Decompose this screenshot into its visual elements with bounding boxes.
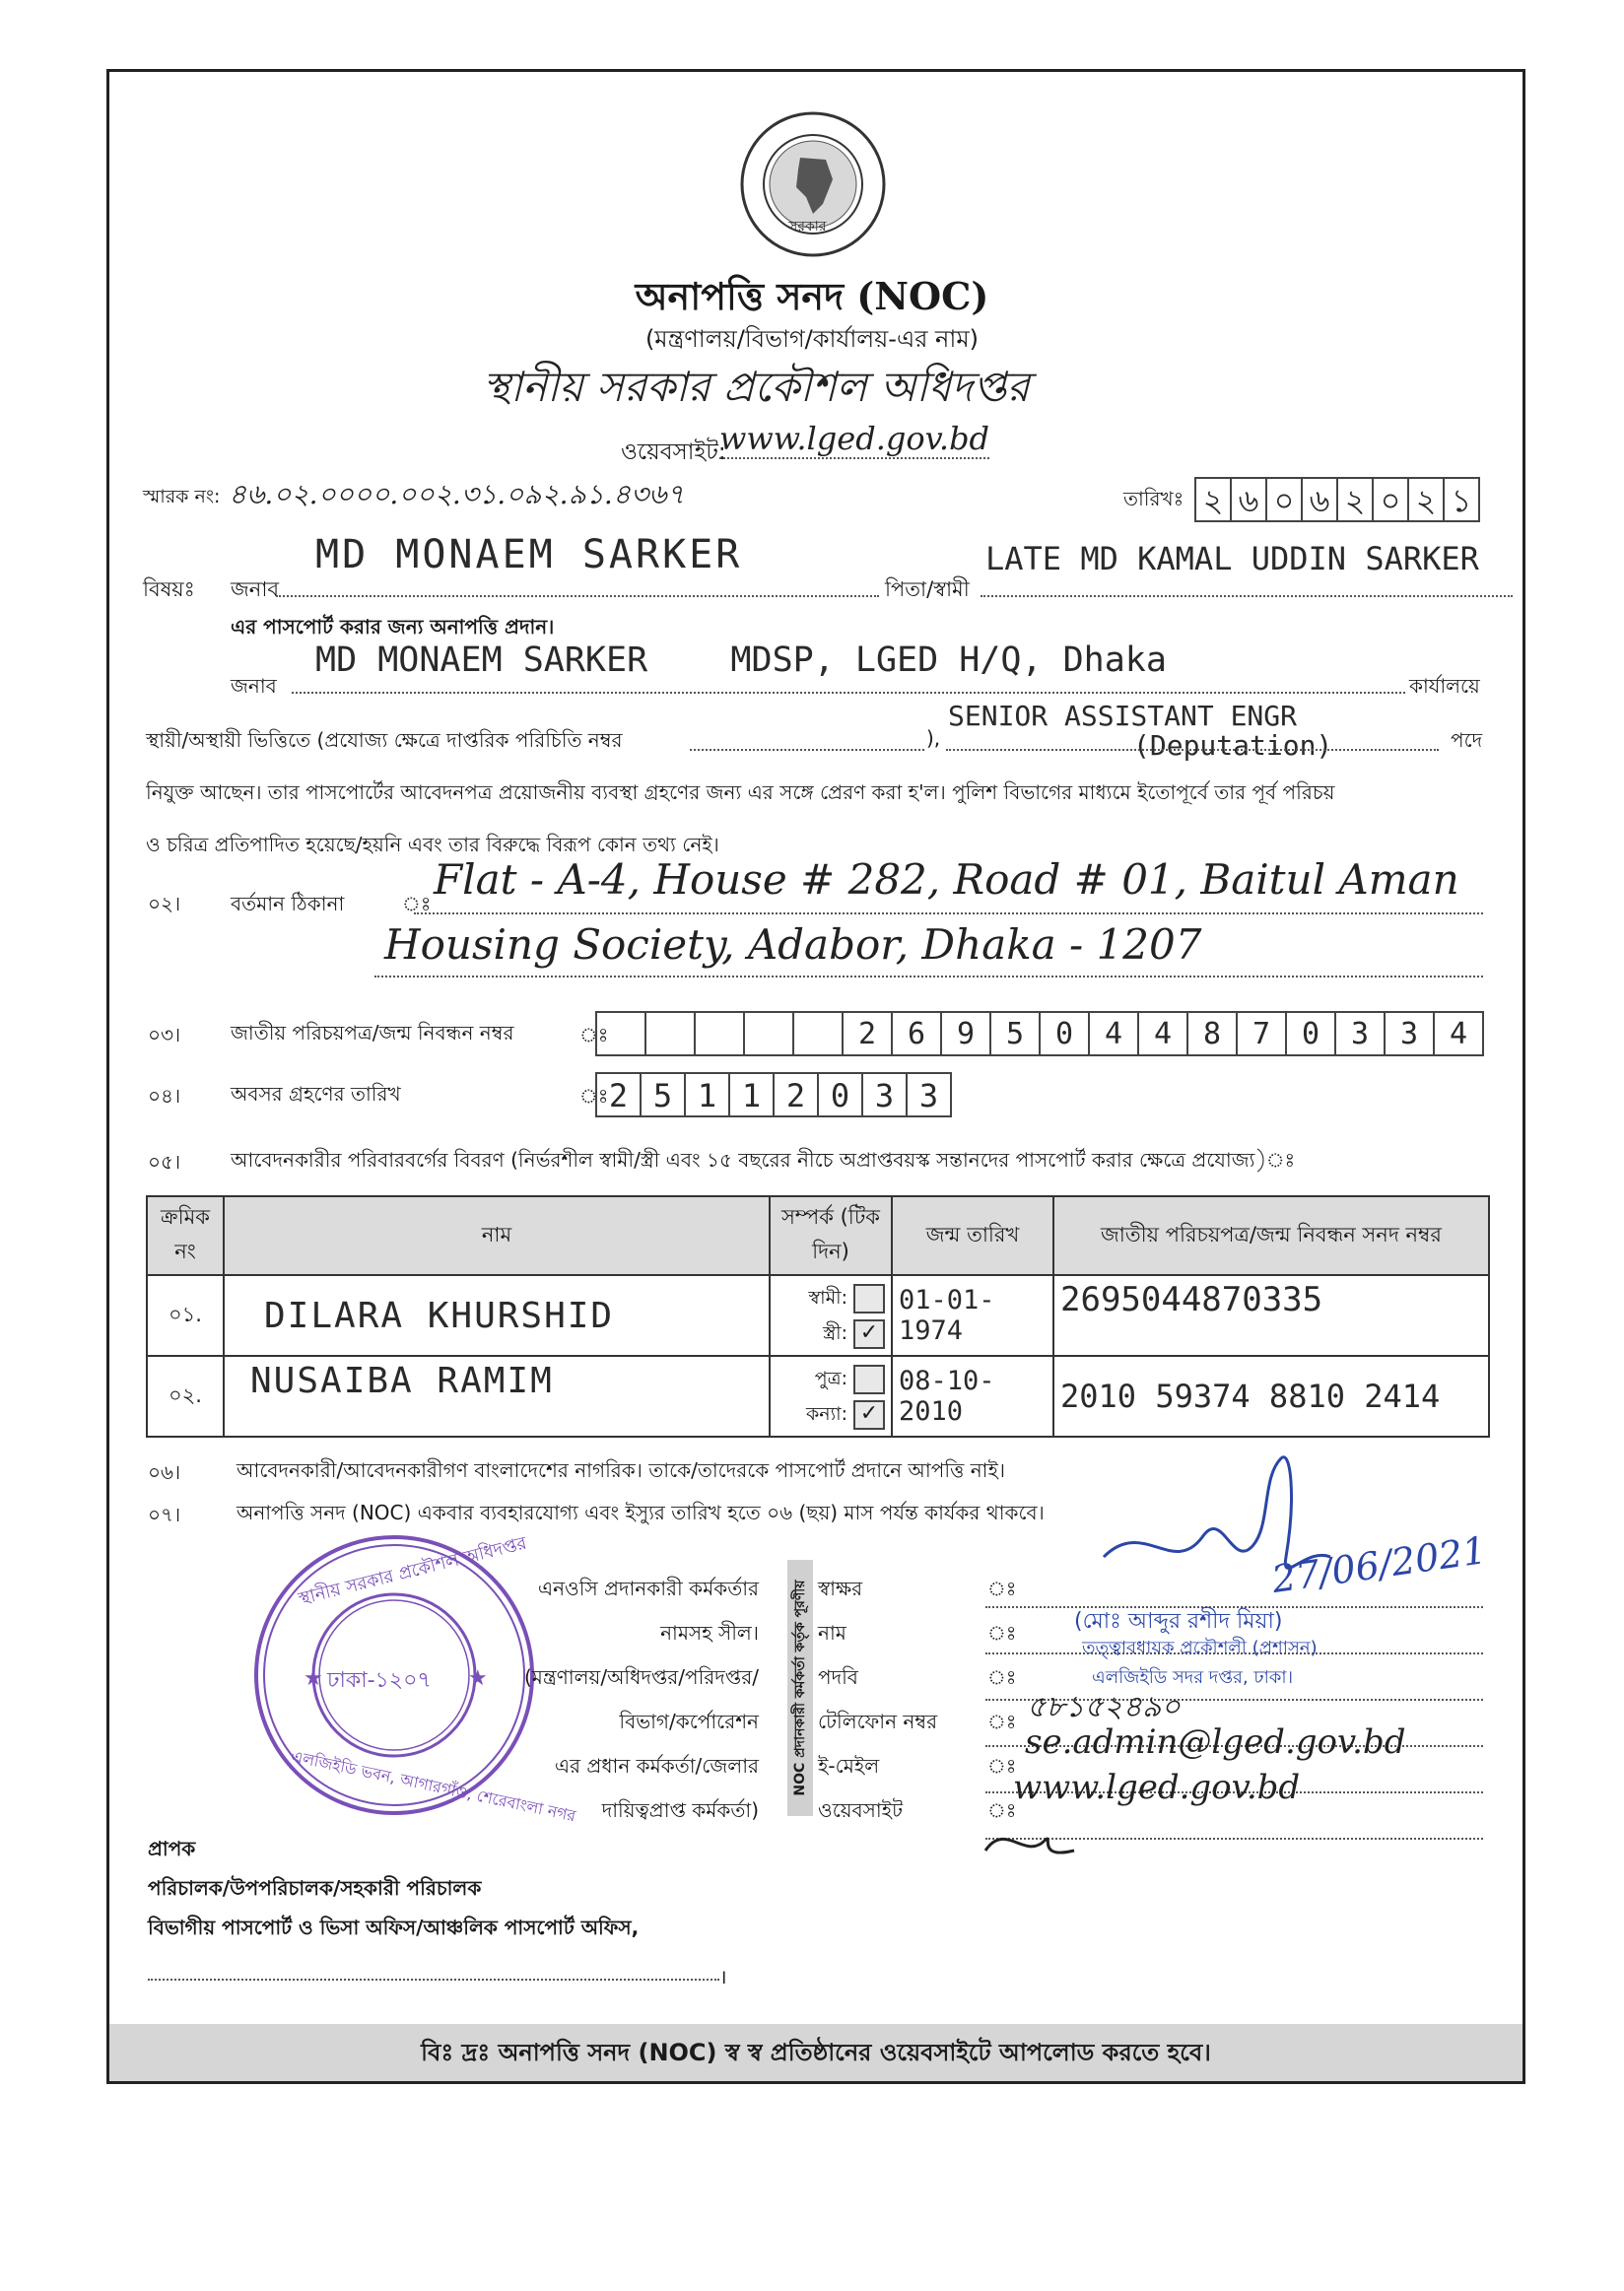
family-table xyxy=(146,1195,1490,1438)
designation-2: (Deputation) xyxy=(1133,729,1333,762)
row-name: NUSAIBA RAMIM xyxy=(224,1356,770,1437)
date-label: তারিখঃ xyxy=(1123,487,1184,510)
digit-box xyxy=(595,1011,646,1056)
item05-text: আবেদনকারীর পরিবারবর্গের বিবরণ (নির্ভরশীল স্বামী/স্ত্রী এবং ১৫ বছরের নীচে অপ্রাপ্তবয়স্ক সন্তানদের পাসপোর্ট করার ক্ষেত্রে প্রযোজ্য)ঃ xyxy=(231,1148,1296,1172)
recipient-line-1: পরিচালক/উপপরিচালক/সহকারী পরিচালক xyxy=(148,1876,482,1900)
digit-box: 1 xyxy=(728,1072,775,1117)
item05-number: ০৫। xyxy=(148,1150,181,1174)
office-name-handwritten: স্থানীয় সরকার প্রকৌশল অধিদপ্তর xyxy=(483,363,1030,411)
address-line-1: Flat - A-4, House # 282, Road # 01, Baitul Aman xyxy=(434,855,1459,904)
signature-date: 27/06/2021 xyxy=(1269,1527,1490,1602)
digit-box: 3 xyxy=(861,1072,908,1117)
digit-box: 0 xyxy=(1285,1011,1336,1056)
item03-number: ০৩। xyxy=(148,1023,181,1046)
field-name: নাম xyxy=(818,1621,846,1645)
colons: ঃ ঃ ঃ ঃ ঃ ঃ xyxy=(987,1577,1017,1822)
designation: SENIOR ASSISTANT ENGR xyxy=(948,700,1298,732)
digit-box: 8 xyxy=(1186,1011,1238,1056)
digit-box xyxy=(644,1011,696,1056)
perm-temp-text: স্থায়ী/অস্থায়ী ভিত্তিতে (প্রযোজ্য ক্ষেত্রে দাপ্তরিক পরিচিতি নম্বর xyxy=(146,728,623,752)
janab-label: জনাব xyxy=(231,577,280,601)
issuer-line: এনওসি প্রদানকারী কর্মকর্তার xyxy=(537,1577,759,1600)
memo-label: স্মারক নং: xyxy=(143,486,221,507)
rel-label-wife: স্ত্রী: xyxy=(823,1322,847,1344)
recipient-line-3: । xyxy=(719,1965,727,1988)
digit-box: 0 xyxy=(817,1072,863,1117)
digit-box: ২ xyxy=(1407,477,1445,522)
rel-label-husband: স্বামী: xyxy=(808,1287,847,1309)
digit-box: 6 xyxy=(891,1011,942,1056)
signer-website: www.lged.gov.bd xyxy=(1013,1768,1301,1807)
row-serial: ০১. xyxy=(147,1275,224,1356)
field-website: ওয়েবসাইট xyxy=(818,1798,903,1822)
digit-box: ২ xyxy=(1194,477,1232,522)
initials-icon xyxy=(976,1811,1084,1870)
field-designation: পদবি xyxy=(818,1665,858,1689)
digit-box: 3 xyxy=(906,1072,952,1117)
header-dob: জন্ম তারিখ xyxy=(892,1196,1053,1275)
item06-number: ০৬। xyxy=(148,1460,181,1484)
janab2-label: জনাব xyxy=(231,674,277,698)
signer-phone: ৫৮১৫২৪৯০ xyxy=(1027,1690,1181,1724)
digit-box: ১ xyxy=(1443,477,1480,522)
digit-box: 4 xyxy=(1088,1011,1139,1056)
item07-text: অনাপত্তি সনদ (NOC) একবার ব্যবহারযোগ্য এবং ইস্যুর তারিখ হতে ০৬ (ছয়) মাস পর্যন্ত কার্যকর থাকবে। xyxy=(237,1501,1045,1524)
item03-colon: ঃ xyxy=(579,1023,609,1046)
digit-box: 1 xyxy=(684,1072,730,1117)
item07-number: ০৭। xyxy=(148,1503,181,1526)
digit-box: ৬ xyxy=(1301,477,1338,522)
office-suffix: কার্যালয়ে xyxy=(1409,674,1480,698)
item02-number: ০২। xyxy=(148,892,181,915)
digit-box: 4 xyxy=(1433,1011,1484,1056)
digit-box: 2 xyxy=(842,1011,893,1056)
sign-fields xyxy=(818,1567,937,1833)
website-label: ওয়েবসাইট: xyxy=(621,439,726,465)
issuer-block xyxy=(463,1567,759,1833)
digit-box: 2 xyxy=(773,1072,819,1117)
signer-name: (মোঃ আব্দুর রশীদ মিয়া) xyxy=(1074,1609,1283,1634)
rel-label-son: পুত্র: xyxy=(814,1368,847,1389)
subject-label: বিষয়ঃ xyxy=(143,577,195,601)
subject-tail: এর পাসপোর্ট করার জন্য অনাপত্তি প্রদান। xyxy=(231,615,555,639)
signer-email: se.admin@lged.gov.bd xyxy=(1025,1722,1406,1762)
designation-line xyxy=(946,723,1439,751)
issuer-line: (মন্ত্রণালয়/অধিদপ্তর/পরিদপ্তর/ xyxy=(523,1665,759,1689)
table-row xyxy=(147,1356,1489,1437)
emblem-bottom-text: সরকার xyxy=(788,219,827,235)
digit-box xyxy=(792,1011,844,1056)
field-signature: স্বাক্ষর xyxy=(818,1577,863,1600)
issuer-line: বিভাগ/কর্পোরেশন xyxy=(619,1710,759,1733)
signer-title-2: এলজিইডি সদর দপ্তর, ঢাকা। xyxy=(1092,1667,1294,1688)
retire-boxes xyxy=(595,1072,1039,1117)
rel-label-daughter: কন্যা: xyxy=(805,1403,847,1425)
digit-box: ০ xyxy=(1265,477,1303,522)
address-line-2: Housing Society, Adabor, Dhaka - 1207 xyxy=(384,920,1202,969)
employee-details: MD MONAEM SARKER MDSP, LGED H/Q, Dhaka xyxy=(315,640,1167,680)
vertical-label: NOC প্রদানকারী কর্মকর্তা কর্তৃক পূরণীয় xyxy=(787,1560,813,1816)
item04-label: অবসর গ্রহণের তারিখ xyxy=(231,1082,401,1106)
date-boxes xyxy=(1194,477,1490,522)
page-title: অনাপত্তি সনদ (NOC) xyxy=(635,274,989,318)
page-subtitle: (মন্ত্রণালয়/বিভাগ/কার্যালয়-এর নাম) xyxy=(644,325,980,353)
row-id: 2695044870335 xyxy=(1053,1275,1489,1356)
item04-number: ০৪। xyxy=(148,1084,181,1108)
row-dob: 01-01-1974 xyxy=(892,1275,1053,1356)
item04-colon: ঃ xyxy=(579,1084,609,1108)
item03-label: জাতীয় পরিচয়পত্র/জন্ম নিবন্ধন নম্বর xyxy=(231,1021,514,1044)
field-phone: টেলিফোন নম্বর xyxy=(818,1710,938,1733)
digit-box: 3 xyxy=(1334,1011,1386,1056)
seal-bottom-text: এলজিইডি ভবন, আগারগাঁও, শেরেবাংলা নগর xyxy=(289,1746,578,1826)
memo-number: ৪৬.০২.০০০০.০০২.৩১.০৯২.৯১.৪৩৬৭ xyxy=(229,478,685,510)
table-row xyxy=(147,1275,1489,1356)
husband-checkbox[interactable] xyxy=(853,1284,885,1314)
digit-box: 0 xyxy=(1039,1011,1090,1056)
header-id: জাতীয় পরিচয়পত্র/জন্ম নিবন্ধন সনদ নম্বর xyxy=(1053,1196,1489,1275)
digit-box: ২ xyxy=(1336,477,1374,522)
digit-box: 5 xyxy=(640,1072,686,1117)
son-checkbox[interactable] xyxy=(853,1365,885,1394)
issuer-line: দায়িত্বপ্রাপ্ত কর্মকর্তা) xyxy=(601,1798,759,1822)
digit-box: 3 xyxy=(1384,1011,1435,1056)
row-dob: 08-10-2010 xyxy=(892,1356,1053,1437)
svg-text:★: ★ xyxy=(304,1666,323,1691)
signer-title-1: তত্ত্বাবধায়ক প্রকৌশলী (প্রশাসন) xyxy=(1082,1638,1318,1658)
row-name: DILARA KHURSHID xyxy=(224,1275,770,1356)
issuer-line: নামসহ সীল। xyxy=(660,1621,759,1645)
field-email: ই-মেইল xyxy=(818,1754,880,1778)
wife-checkbox[interactable]: ✓ xyxy=(853,1319,885,1349)
item02-label: বর্তমান ঠিকানা xyxy=(231,892,345,915)
row-id: 2010 59374 8810 2414 xyxy=(1053,1356,1489,1437)
item02-colon: ঃ xyxy=(402,892,432,915)
digit-box: ০ xyxy=(1372,477,1409,522)
applicant-name: MD MONAEM SARKER xyxy=(315,532,743,577)
seal-inner-text: ঢাকা-১২০৭ xyxy=(327,1668,432,1693)
digit-box xyxy=(743,1011,794,1056)
family-table-header xyxy=(147,1196,1489,1275)
id-number-line xyxy=(690,723,924,751)
recipient-line-2: বিভাগীয় পাসপোর্ট ও ভিসা অফিস/আঞ্চলিক পাসপোর্ট অফিস, xyxy=(148,1916,640,1939)
website-handwritten: www.lged.gov.bd xyxy=(719,420,990,457)
perm-close: ), xyxy=(926,726,941,750)
father-label: পিতা/স্বামী xyxy=(885,577,970,601)
footer-note: বিঃ দ্রঃ অনাপত্তি সনদ (NOC) স্ব স্ব প্রতিষ্ঠানের ওয়েবসাইটে আপলোড করতে হবে। xyxy=(109,2024,1522,2081)
digit-box xyxy=(694,1011,745,1056)
digit-box: 9 xyxy=(940,1011,991,1056)
svg-text:★: ★ xyxy=(468,1666,488,1691)
digit-box: 7 xyxy=(1236,1011,1287,1056)
paragraph-line-1: নিযুক্ত আছেন। তার পাসপোর্টের আবেদনপত্র প্রয়োজনীয় ব্যবস্থা গ্রহণের জন্য এর সঙ্গে প্রেরণ করা হ'ল। পুলিশ বিভাগের মাধ্যমে ইতোপূর্বে তার পূর্ব পরিচয় xyxy=(146,780,1335,804)
digit-box: 5 xyxy=(989,1011,1041,1056)
paragraph-line-2: ও চরিত্র প্রতিপাদিত হয়েছে/হয়নি এবং তার বিরুদ্ধে বিরূপ কোন তথ্য নেই। xyxy=(146,833,719,856)
nid-boxes xyxy=(595,1011,1490,1056)
seal-outer-text: স্থানীয় সরকার প্রকৌশল অধিদপ্তর xyxy=(296,1532,529,1610)
digit-box: 2 xyxy=(595,1072,642,1117)
issuer-line: এর প্রধান কর্মকর্তা/জেলার xyxy=(554,1754,759,1778)
header-relation: সম্পর্ক (টিক দিন) xyxy=(770,1196,892,1275)
digit-box: ৬ xyxy=(1230,477,1267,522)
recipient-label: প্রাপক xyxy=(148,1837,196,1860)
row-relation xyxy=(770,1275,892,1356)
row-serial: ০২. xyxy=(147,1356,224,1437)
post-suffix: পদে xyxy=(1451,728,1483,752)
header-name: নাম xyxy=(224,1196,770,1275)
digit-box: 4 xyxy=(1137,1011,1188,1056)
daughter-checkbox[interactable]: ✓ xyxy=(853,1400,885,1430)
item06-text: আবেদনকারী/আবেদনকারীগণ বাংলাদেশের নাগরিক। তাকে/তাদেরকে পাসপোর্ট প্রদানে আপত্তি নাই। xyxy=(237,1458,1006,1482)
header-serial: ক্রমিক নং xyxy=(147,1196,224,1275)
father-name: LATE MD KAMAL UDDIN SARKER xyxy=(985,540,1479,577)
recipient-line-3-rule xyxy=(148,1965,719,1981)
row-relation xyxy=(770,1356,892,1437)
